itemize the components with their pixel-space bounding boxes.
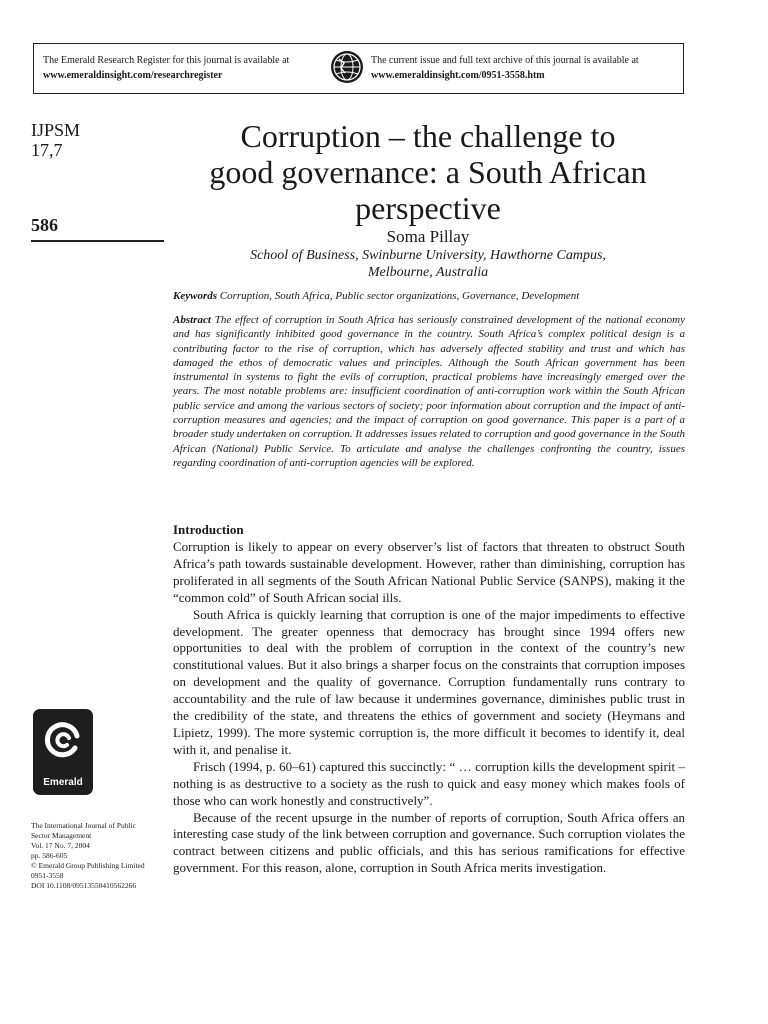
author-name: Soma Pillay xyxy=(386,227,470,246)
access-info-box xyxy=(33,43,684,94)
full-text-archive-text: The current issue and full text archive of this journal is available at xyxy=(371,55,639,66)
page-number-rule xyxy=(31,240,164,242)
publication-info-line: DOI 10.1108/09513550410562266 xyxy=(31,881,137,890)
paragraph: Corruption is likely to appear on every observer’s list of factors that threaten to obstruct South Africa’s path towards sustainable development. However, rather than diminishing, corruption has proliferated in all segments of the South African National Public Service (SANPS), making it the “common cold” of South African social ills. xyxy=(173,539,685,605)
keywords xyxy=(173,290,685,302)
emerald-logo-text: Emerald xyxy=(43,777,83,788)
volume-issue: 17,7 xyxy=(31,140,63,160)
journal-abbreviation: IJPSM xyxy=(31,120,81,140)
affiliation-line: School of Business, Swinburne University, Hawthorne Campus, xyxy=(250,248,606,263)
section-heading-introduction: Introduction xyxy=(173,522,244,537)
paragraph: Because of the recent upsurge in the number of reports of corruption, South Africa offers an interesting case study of the link between corruption and governance. Such corruption violates the contract between citizens and public officials, and this has serious ramifications for effective government. For this reason, alone, corruption in South Africa merits investigation. xyxy=(173,809,685,876)
emerald-logo-icon xyxy=(41,718,85,762)
paragraph: South Africa is quickly learning that corruption is one of the major impediments to effective development. The greater openness that democracy has brought since 1994 offers new opportunities to deal with the problem of corruption in the context of the country’s new constitutional values. But it also brings a sharper focus on the constraints that corruption imposes on development and the quality of governance. Corruption fundamentally runs contrary to accountability and the rule of law because it undermines governance, diminishes public trust in the credibility of the state, and threatens the ethics of government and society (Heymans and Lipietz, 1999). The more systemic corruption is, the more difficult it becomes to identify it, deal with it, and penalise it. xyxy=(173,606,685,757)
abstract xyxy=(173,313,685,470)
research-register-link[interactable]: www.emeraldinsight.com/researchregister xyxy=(43,70,223,81)
affiliation-line: Melbourne, Australia xyxy=(367,265,489,280)
paragraph: Frisch (1994, p. 60–61) captured this succinctly: “ … corruption kills the development spirit – nothing is as destructive to a society as the rush to quick and easy money which makes fools of those who can work honestly and constructively”. xyxy=(173,758,685,808)
emerald-logo xyxy=(33,709,93,795)
publication-info-line: pp. 586-605 xyxy=(31,851,68,860)
introduction-body xyxy=(173,539,685,877)
keywords-label: Keywords xyxy=(173,290,217,302)
title-line: good governance: a South African xyxy=(209,154,647,190)
full-text-archive-link[interactable]: www.emeraldinsight.com/0951-3558.htm xyxy=(371,70,545,81)
research-register-notice xyxy=(43,53,289,83)
globe-icon xyxy=(330,50,364,84)
abstract-label: Abstract xyxy=(173,314,211,326)
publication-info xyxy=(31,821,166,891)
abstract-text: The effect of corruption in South Africa has seriously constrained development of the national economy and has significantly inhibited good governance in the country. South Africa’s complex political design is a contributing factor to the rise of corruption, which has adversely affected stability and trust and which has damaged the ethos of democratic values and principles. Although the South African government has been instrumental in systems to fight the evils of corruption, practical problems have increasingly emerged over the years. The most notable problems are: insufficient coordination of anti-corruption work within the South African public service and among the various sectors of society; poor information about corruption and the impact of anti-corruption measures and agencies; and the impact of corruption on good governance. This paper is a part of a broader study undertaken on corruption. It addresses issues related to corruption and good governance in the South African (National) Public Service. To articulate and analyse the challenges confronting the country, issues regarding coordination of anti-corruption agencies will be explored. xyxy=(173,314,686,469)
full-text-archive-notice xyxy=(371,53,639,83)
keywords-list: Corruption, South Africa, Public sector organizations, Governance, Development xyxy=(219,290,580,302)
page-number: 586 xyxy=(31,215,58,235)
publication-info-line: Sector Management xyxy=(31,831,92,840)
article-title xyxy=(168,118,688,226)
title-line: Corruption – the challenge to xyxy=(240,118,616,154)
author-affiliation xyxy=(168,247,688,281)
publication-info-line: 0951-3558 xyxy=(31,871,64,880)
title-line: perspective xyxy=(355,190,501,226)
publication-info-line: Vol. 17 No. 7, 2004 xyxy=(31,841,90,850)
journal-code-block xyxy=(31,120,80,160)
publication-info-line: © Emerald Group Publishing Limited xyxy=(31,861,145,870)
research-register-text: The Emerald Research Register for this journal is available at xyxy=(43,55,290,66)
publication-info-line: The International Journal of Public xyxy=(31,821,136,830)
